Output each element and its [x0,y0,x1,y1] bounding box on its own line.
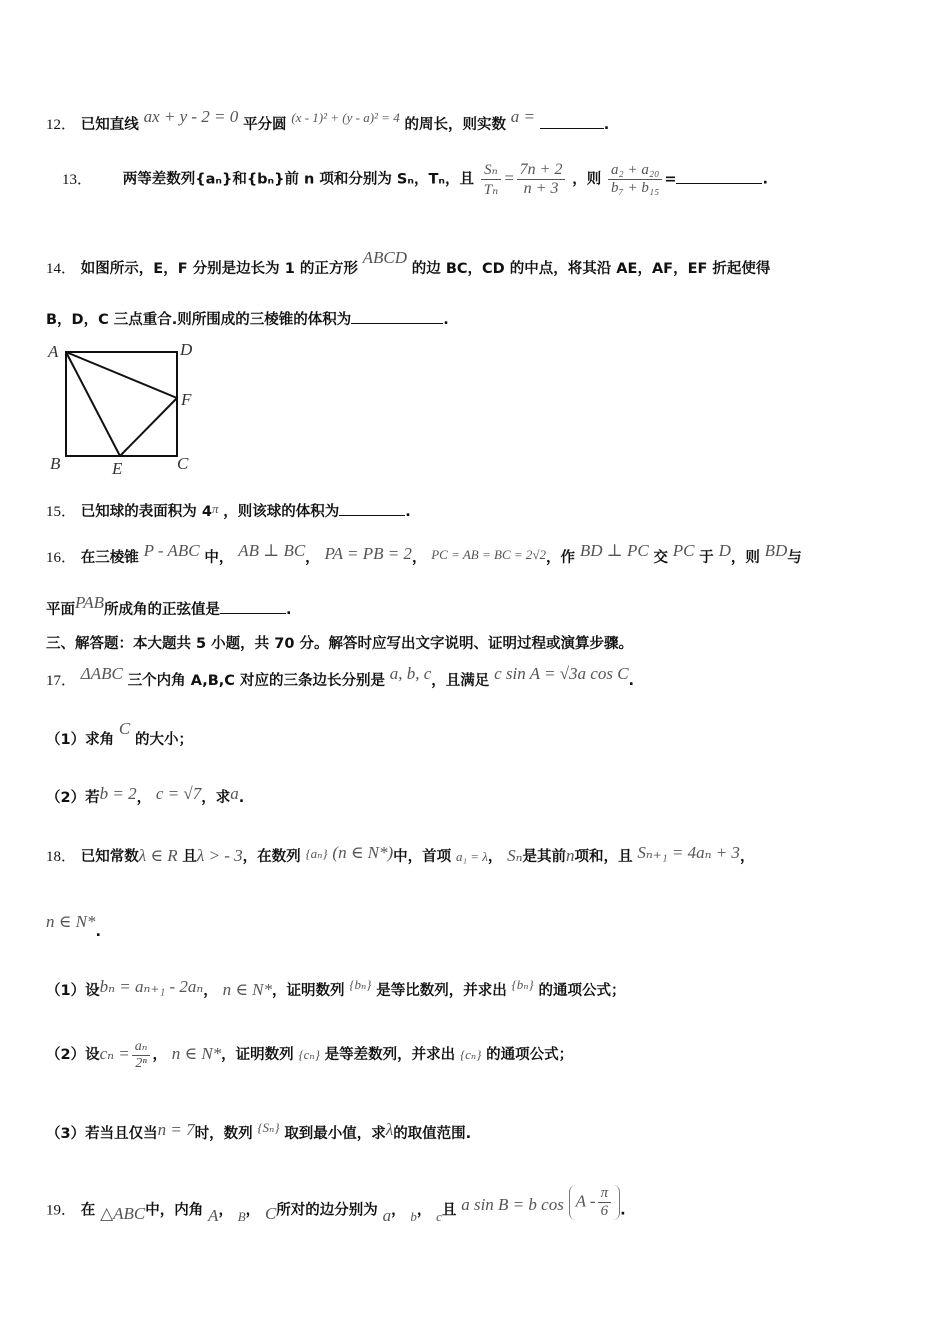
q15 [46,500,411,521]
label-e: E [112,459,123,478]
q19-text-2: 中，内角 [145,1202,204,1219]
segment-ef [120,398,177,456]
q17-math-2: a, b, c [389,664,432,683]
q18-part1-math-4: {bₙ} [511,977,534,992]
answer-blank [676,182,762,184]
q12-number: 12． [46,117,77,133]
q16-math-8: BD [764,541,788,560]
q12-math-3: a = [510,107,535,126]
q18-part2-math-2: n ∈ N* [171,1044,222,1063]
q12 [46,107,610,134]
q13-number: 13． [62,171,93,188]
q16-number: 16． [46,550,77,566]
q18-part2-comma: ， [152,1047,167,1063]
q14-number: 14． [46,261,77,277]
q17-part2-comma: ， [136,790,152,806]
answer-blank [540,127,604,129]
q15-number: 15． [46,504,77,520]
q19-paren-group [569,1185,621,1220]
q17-part2-text: ，求 [201,790,231,806]
q16-math-2: AB ⊥ BC [238,541,306,560]
q13-fraction-3: $\frac{\text{a₂ + a₂₀}}{\text{b₇ + b₁₅}}$ [608,162,662,197]
q16-text-7: 于 [699,550,714,566]
q18-part3-text-3: 的取值范围. [393,1126,472,1142]
q18-text-4: 中，首项 [393,849,452,865]
q18-text-1: 已知常数 [80,849,139,865]
q12-math-1: ax + y - 2 = 0 [143,107,239,126]
answer-blank [220,612,286,614]
label-c: C [177,454,189,473]
q17-part2-end: . [238,790,245,806]
q16-math-4: PC = AB = BC = 2√2 [431,547,547,562]
label-f: F [181,390,192,409]
q18-part1-text-4: 的通项公式； [538,983,626,999]
q16-text-1: 在三棱锥 [80,550,139,566]
q14-text-1: 如图所示，E，F 分别是边长为 1 的正方形 [80,261,358,277]
q16-end: . [285,602,292,618]
q18-part1-comma: ， [203,983,218,999]
q12-end: . [603,117,610,133]
q15-text-1: 已知球的表面积为 4 [80,504,212,520]
q18-part3-text-2: 取到最小值，求 [284,1126,386,1142]
q17-part1-text: 的大小； [135,732,193,748]
q18-part2-fraction: $\frac{\text{aₙ}}{\text{2ⁿ}}$ [132,1038,151,1072]
q18-part2-math-3: {cₙ} [298,1047,320,1062]
q19-math-7: c [436,1208,442,1224]
q18-math-6: Sₙ [507,846,523,865]
answer-blank [339,514,405,516]
q19-math-1: △ABC [100,1203,146,1223]
q18-part2-math-1: cₙ = [99,1044,130,1063]
q13 [62,160,768,199]
q19-math-4: C [264,1203,277,1223]
q18-part3-math-1: n = 7 [157,1120,195,1139]
q18-part1-label: （1）设 [46,983,100,999]
square-outline [66,352,177,456]
q16-cont [46,593,292,619]
q18-cont [46,912,101,940]
q14-end: . [443,312,449,328]
answer-blank [351,322,443,324]
q18-number: 18． [46,849,77,865]
q12-math-2: (x - 1)² + (y - a)² = 4 [291,110,400,125]
q12-text-2: 平分圆 [243,117,287,133]
q16-math-6: PC [672,541,695,560]
q18-part1 [46,979,625,1000]
q18-part1-math-2: n ∈ N* [222,980,272,999]
q16-text-5: ，作 [546,550,576,566]
q19-math-3: B [237,1208,246,1224]
q18-text-6: 是其前 [522,849,567,865]
label-a: A [48,342,59,361]
q18-part3-text-1: 时，数列 [194,1126,253,1142]
q18-part1-math-3: {bₙ} [349,977,372,992]
q18-text-5: ， [487,849,503,865]
q13-equals: = [503,168,515,188]
q18-text-3: ，在数列 [242,849,301,865]
q18-part2 [46,1038,573,1072]
q19-comma-2: ， [245,1202,261,1219]
q17-part1-label: （1）求角 [46,732,115,748]
section-heading: 三、解答题：本大题共 5 小题，共 70 分。解答时应写出文字说明、证明过程或演算步骤。 [46,636,633,652]
q16-math-9: PAB [75,593,104,612]
q14-text-2: 的边 BC，CD 的中点，将其沿 AE，AF，EF 折起使得 [411,261,771,277]
label-d: D [180,340,193,359]
q19-comma-1: ， [218,1202,233,1219]
q14-cont [46,308,449,329]
q18-text-2: 且 [182,849,197,865]
q18-part2-label: （2）设 [46,1047,100,1063]
q18-part3-label: （3）若当且仅当 [46,1126,158,1142]
q18-part1-math-1: bₙ = aₙ₊₁ - 2aₙ [99,977,204,996]
q18-text-9: . [95,924,101,940]
q18-part3-math-2: {Sₙ} [257,1120,280,1135]
q17-end: . [628,673,635,689]
label-b: B [50,454,61,473]
q19-math-2: A [208,1205,219,1225]
q17-part1-math: C [118,719,131,738]
q16-text-10: 平面 [46,602,75,618]
q16-comma-2: ， [411,550,427,566]
q19-math-6: b [410,1208,417,1224]
q19-text-8: 且 [441,1202,457,1219]
q19-comma-4: ， [416,1202,432,1219]
q19-end: . [620,1202,626,1219]
q18-part1-text-2: ，证明数列 [272,983,345,999]
q18-math-1: λ ∈ R [138,846,178,865]
q17-math-3: c sin A = √3a cos C [494,664,629,683]
q19-math-5: a [382,1205,392,1225]
q18-math-3: {aₙ} [305,846,328,861]
q17-part1 [46,719,193,749]
q16-text-8: ，则 [730,550,760,566]
q16-math-3: PA = PB = 2 [324,544,412,563]
q19-comma-3: ， [391,1202,406,1219]
q15-end: . [405,504,411,520]
q16-text-9: 与 [787,550,802,566]
q18 [46,845,754,866]
q18-part3 [46,1122,471,1143]
segment-ae [66,352,120,456]
q18-part2-text-2: ，证明数列 [221,1047,294,1063]
q15-text-2: ，则该球的体积为 [223,504,340,520]
q16-text-11: 所成角的正弦值是 [103,602,220,618]
q18-text-7: 项和，且 [574,849,633,865]
q16 [46,541,802,567]
q13-text-1: 两等差数列{aₙ}和{bₙ}前 n 项和分别为 Sₙ，Tₙ，且 [122,171,474,188]
q19-math-8: a sin B = b cos [461,1194,564,1214]
q16-text-2: 中， [204,550,234,566]
q18-text-8: ， [739,849,755,865]
q16-math-5: BD ⊥ PC [579,541,649,560]
q13-fraction-2: $\frac{7n + 2}{n + 3}$ [517,161,566,198]
q18-part1-text-3: 是等比数列，并求出 [376,983,507,999]
segment-af [66,352,177,398]
q19-fraction: $\frac{\pi}{6}$ [598,1185,612,1220]
q17-part2-math-2: c = √7 [155,784,202,803]
q16-math-7: D [718,541,731,560]
q18-part2-math-4: {cₙ} [459,1047,482,1062]
q19-math-9: A - [575,1191,596,1211]
q18-math-5: a₁ = λ [455,849,488,864]
q13-fraction-1: $\frac{\text{Sₙ}}{\text{Tₙ}}$ [481,160,501,199]
q18-math-8: Sₙ₊₁ = 4aₙ + 3 [637,843,740,862]
q18-math-4: (n ∈ N*) [332,843,394,862]
q18-math-7: n [566,846,575,865]
q14 [46,248,771,278]
q17-part2 [46,786,244,807]
q18-math-9: n ∈ N* [46,912,96,931]
q19-number: 19． [46,1202,77,1219]
q17 [46,664,635,690]
q17-part2-label: （2）若 [46,790,100,806]
q16-comma-1: ， [305,550,320,566]
q19 [46,1185,626,1228]
q19-text-5: 所对的边分别为 [276,1202,378,1219]
q17-part2-math-3: a [230,784,239,803]
q18-part3-math-3: λ [385,1120,394,1139]
q17-math-1: ΔABC [80,664,123,683]
q16-text-6: 交 [653,550,668,566]
q18-part2-text-4: 的通项公式； [486,1047,574,1063]
q12-text-1: 已知直线 [80,117,139,133]
q18-math-2: λ > - 3 [196,846,243,865]
q14-text-3: B，D，C 三点重合.则所围成的三棱锥的体积为 [46,312,352,328]
q13-equals-2: = [664,171,677,188]
q18-part2-text-3: 是等差数列，并求出 [324,1047,456,1063]
q17-part2-math-1: b = 2 [99,784,137,803]
q16-math-1: P - ABC [143,541,200,560]
q14-math-1: ABCD [362,248,408,267]
q19-text-1: 在 [80,1202,96,1219]
q17-number: 17． [46,673,77,689]
q17-text-2: ，且满足 [431,673,490,689]
q17-text-1: 三个内角 A,B,C 对应的三条边长分别是 [127,673,385,689]
q15-math-1: π [211,501,219,516]
q13-end: . [762,171,768,188]
q12-text-3: 的周长，则实数 [404,117,506,133]
square-figure [44,338,204,478]
q13-text-2: ，则 [572,171,602,188]
